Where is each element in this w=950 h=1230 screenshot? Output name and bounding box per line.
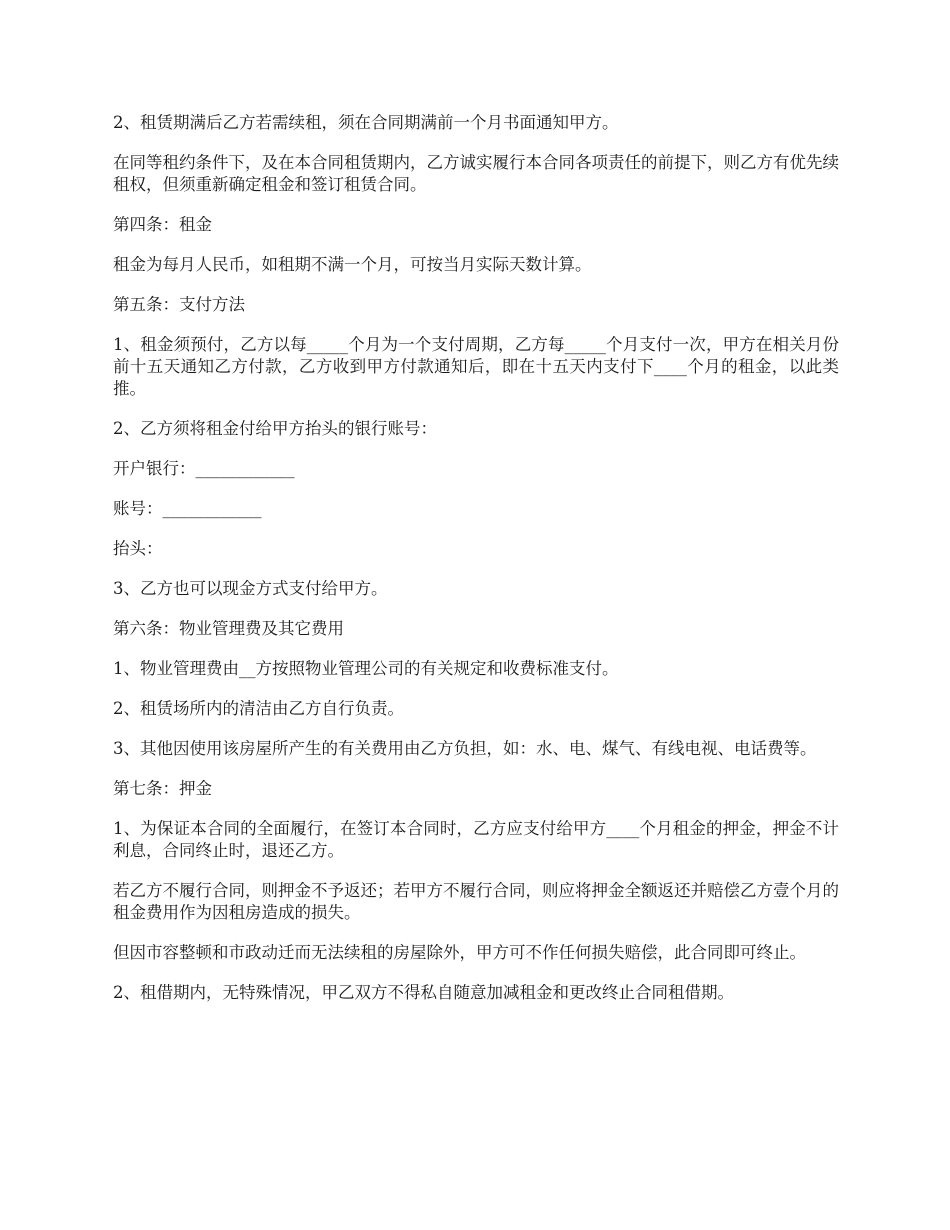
section-heading-deposit: 第七条：押金: [113, 779, 212, 798]
section-heading-rent: 第四条：租金: [113, 215, 212, 234]
paragraph-renewal-notice: 2、租赁期满后乙方若需续租，须在合同期满前一个月书面通知甲方。: [113, 113, 619, 132]
paragraph-other-fees: 3、其他因使用该房屋所产生的有关费用由乙方负担，如：水、电、煤气、有线电视、电话费等。: [113, 739, 817, 758]
paragraph-cleaning: 2、租赁场所内的清洁由乙方自行负责。: [113, 699, 404, 718]
paragraph-deposit-breach: 若乙方不履行合同，则押金不予返还；若甲方不履行合同，则应将押金全额返还并赔偿乙方壹个月的租金费用作为因租房造成的损失。: [113, 881, 839, 922]
field-bank-name: 开户银行：____________: [113, 459, 295, 478]
paragraph-payment-cycle: 1、租金须预付，乙方以每_____个月为一个支付周期，乙方每_____个月支付一次，甲方在相关月份前十五天通知乙方付款，乙方收到甲方付款通知后，即在十五天内支付下____个月的租金，以此类推。: [113, 335, 839, 398]
paragraph-deposit-exception: 但因市容整顿和市政动迁而无法续租的房屋除外，甲方可不作任何损失赔偿，此合同即可终止。: [113, 943, 806, 962]
field-account-title: 抬头：: [113, 539, 163, 558]
section-heading-payment-method: 第五条：支付方法: [113, 295, 245, 314]
paragraph-renewal-priority: 在同等租约条件下，及在本合同租赁期内，乙方诚实履行本合同各项责任的前提下，则乙方有优先续租权，但须重新确定租金和签订租赁合同。: [113, 153, 839, 194]
section-heading-fees: 第六条：物业管理费及其它费用: [113, 619, 344, 638]
document-body: [113, 112, 839, 1022]
paragraph-lease-term-fixed: 2、租借期内，无特殊情况，甲乙双方不得私自随意加减租金和更改终止合同租借期。: [113, 983, 734, 1002]
paragraph-property-fee: 1、物业管理费由__方按照物业管理公司的有关规定和收费标准支付。: [113, 659, 619, 678]
paragraph-cash-payment: 3、乙方也可以现金方式支付给甲方。: [113, 579, 388, 598]
paragraph-bank-account: 2、乙方须将租金付给甲方抬头的银行账号：: [113, 419, 437, 438]
field-account-number: 账号：____________: [113, 499, 262, 518]
paragraph-deposit-amount: 1、为保证本合同的全面履行，在签订本合同时，乙方应支付给甲方____个月租金的押金，押金不计利息，合同终止时，退还乙方。: [113, 819, 839, 860]
paragraph-rent-amount: 租金为每月人民币，如租期不满一个月，可按当月实际天数计算。: [113, 255, 592, 274]
